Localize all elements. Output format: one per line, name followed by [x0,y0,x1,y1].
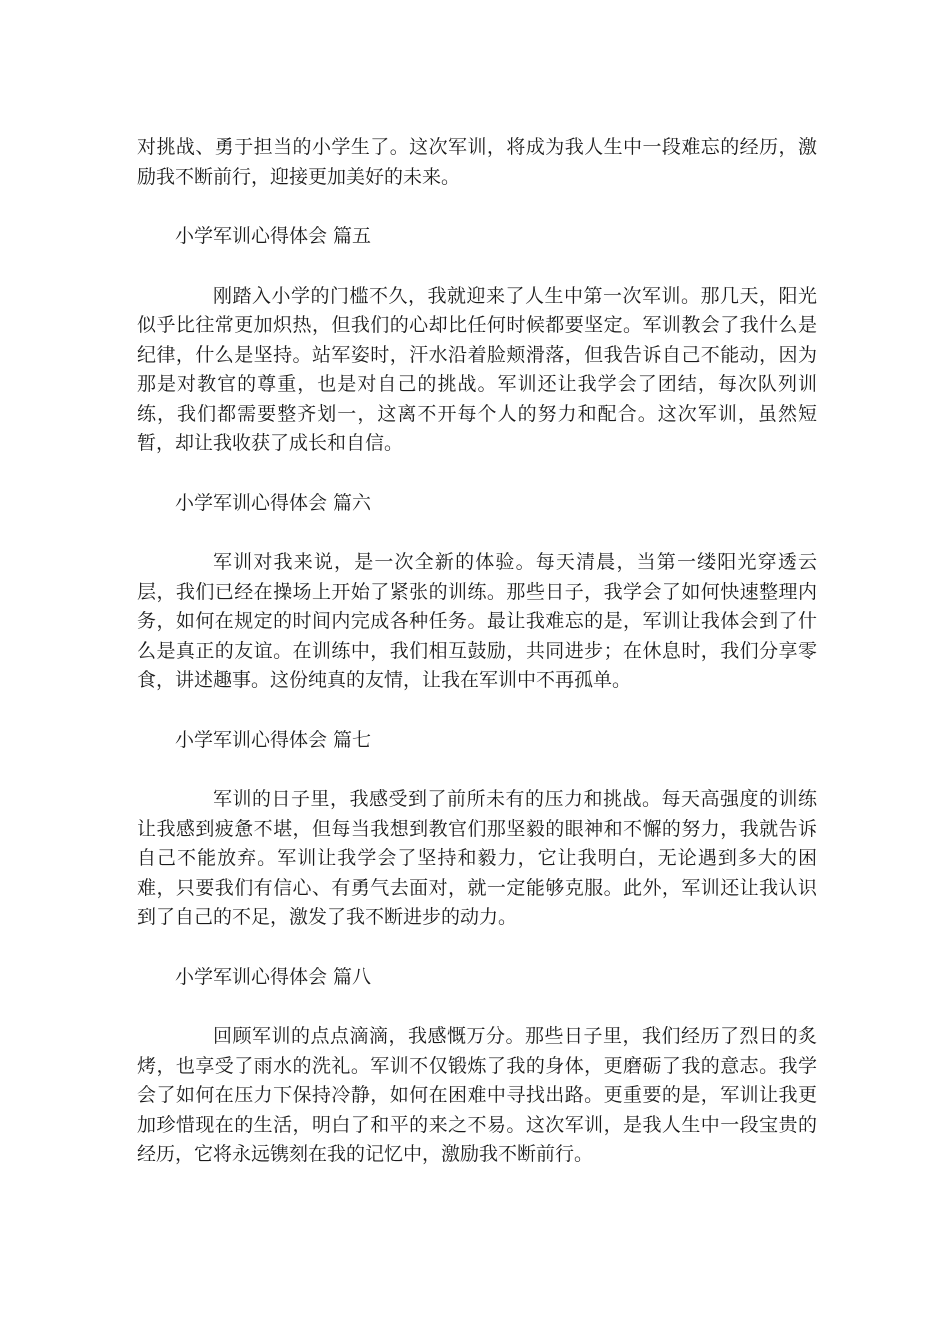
spacer [137,933,817,963]
spacer [137,252,817,282]
spacer [137,518,817,548]
spacer [137,755,817,785]
spacer [137,192,817,222]
section-heading-8: 小学军训心得体会 篇八 [175,965,372,988]
section-heading-5: 小学军训心得体会 篇五 [175,225,372,247]
spacer [137,992,817,1022]
section-body-6: 军训对我来说，是一次全新的体验。每天清晨，当第一缕阳光穿透云层，我们已经在操场上开始了紧张的训练。那些日子，我学会了如何快速整理内务，如何在规定的时间内完成各种任务。最让我难忘的是，军训让我体会到了什么是真正的友谊。在训练中，我们相互鼓励，共同进步；在休息时，我们分享零食，讲述趣事。这份纯真的友情，让我在军训中不再孤单。 [137,551,817,691]
text-column [137,133,817,1170]
section-body-7: 军训的日子里，我感受到了前所未有的压力和挑战。每天高强度的训练让我感到疲惫不堪，但每当我想到教官们那坚毅的眼神和不懈的努力，我就告诉自己不能放弃。军训让我学会了坚持和毅力，它让我明白，无论遇到多大的困难，只要我们有信心、有勇气去面对，就一定能够克服。此外，军训还让我认识到了自己的不足，激发了我不断进步的动力。 [137,788,817,928]
spacer [137,696,817,726]
section-heading-6: 小学军训心得体会 篇六 [175,491,372,514]
intro-paragraph: 对挑战、勇于担当的小学生了。这次军训，将成为我人生中一段难忘的经历，激励我不断前行，迎接更加美好的未来。 [137,136,817,188]
spacer [137,459,817,489]
section-heading-7: 小学军训心得体会 篇七 [175,728,372,751]
section-body-5: 刚踏入小学的门槛不久，我就迎来了人生中第一次军训。那几天，阳光似乎比往常更加炽热，但我们的心却比任何时候都要坚定。军训教会了我什么是纪律，什么是坚持。站军姿时，汗水沿着脸颊滑落，但我告诉自己不能动，因为那是对教官的尊重，也是对自己的挑战。军训还让我学会了团结，每次队列训练，我们都需要整齐划一，这离不开每个人的努力和配合。这次军训，虽然短暂，却让我收获了成长和自信。 [137,284,817,454]
section-body-8: 回顾军训的点点滴滴，我感慨万分。那些日子里，我们经历了烈日的炙烤，也享受了雨水的洗礼。军训不仅锻炼了我的身体，更磨砺了我的意志。我学会了如何在压力下保持冷静，如何在困难中寻找出路。更重要的是，军训让我更加珍惜现在的生活，明白了和平的来之不易。这次军训，是我人生中一段宝贵的经历，它将永远镌刻在我的记忆中，激励我不断前行。 [137,1025,817,1165]
